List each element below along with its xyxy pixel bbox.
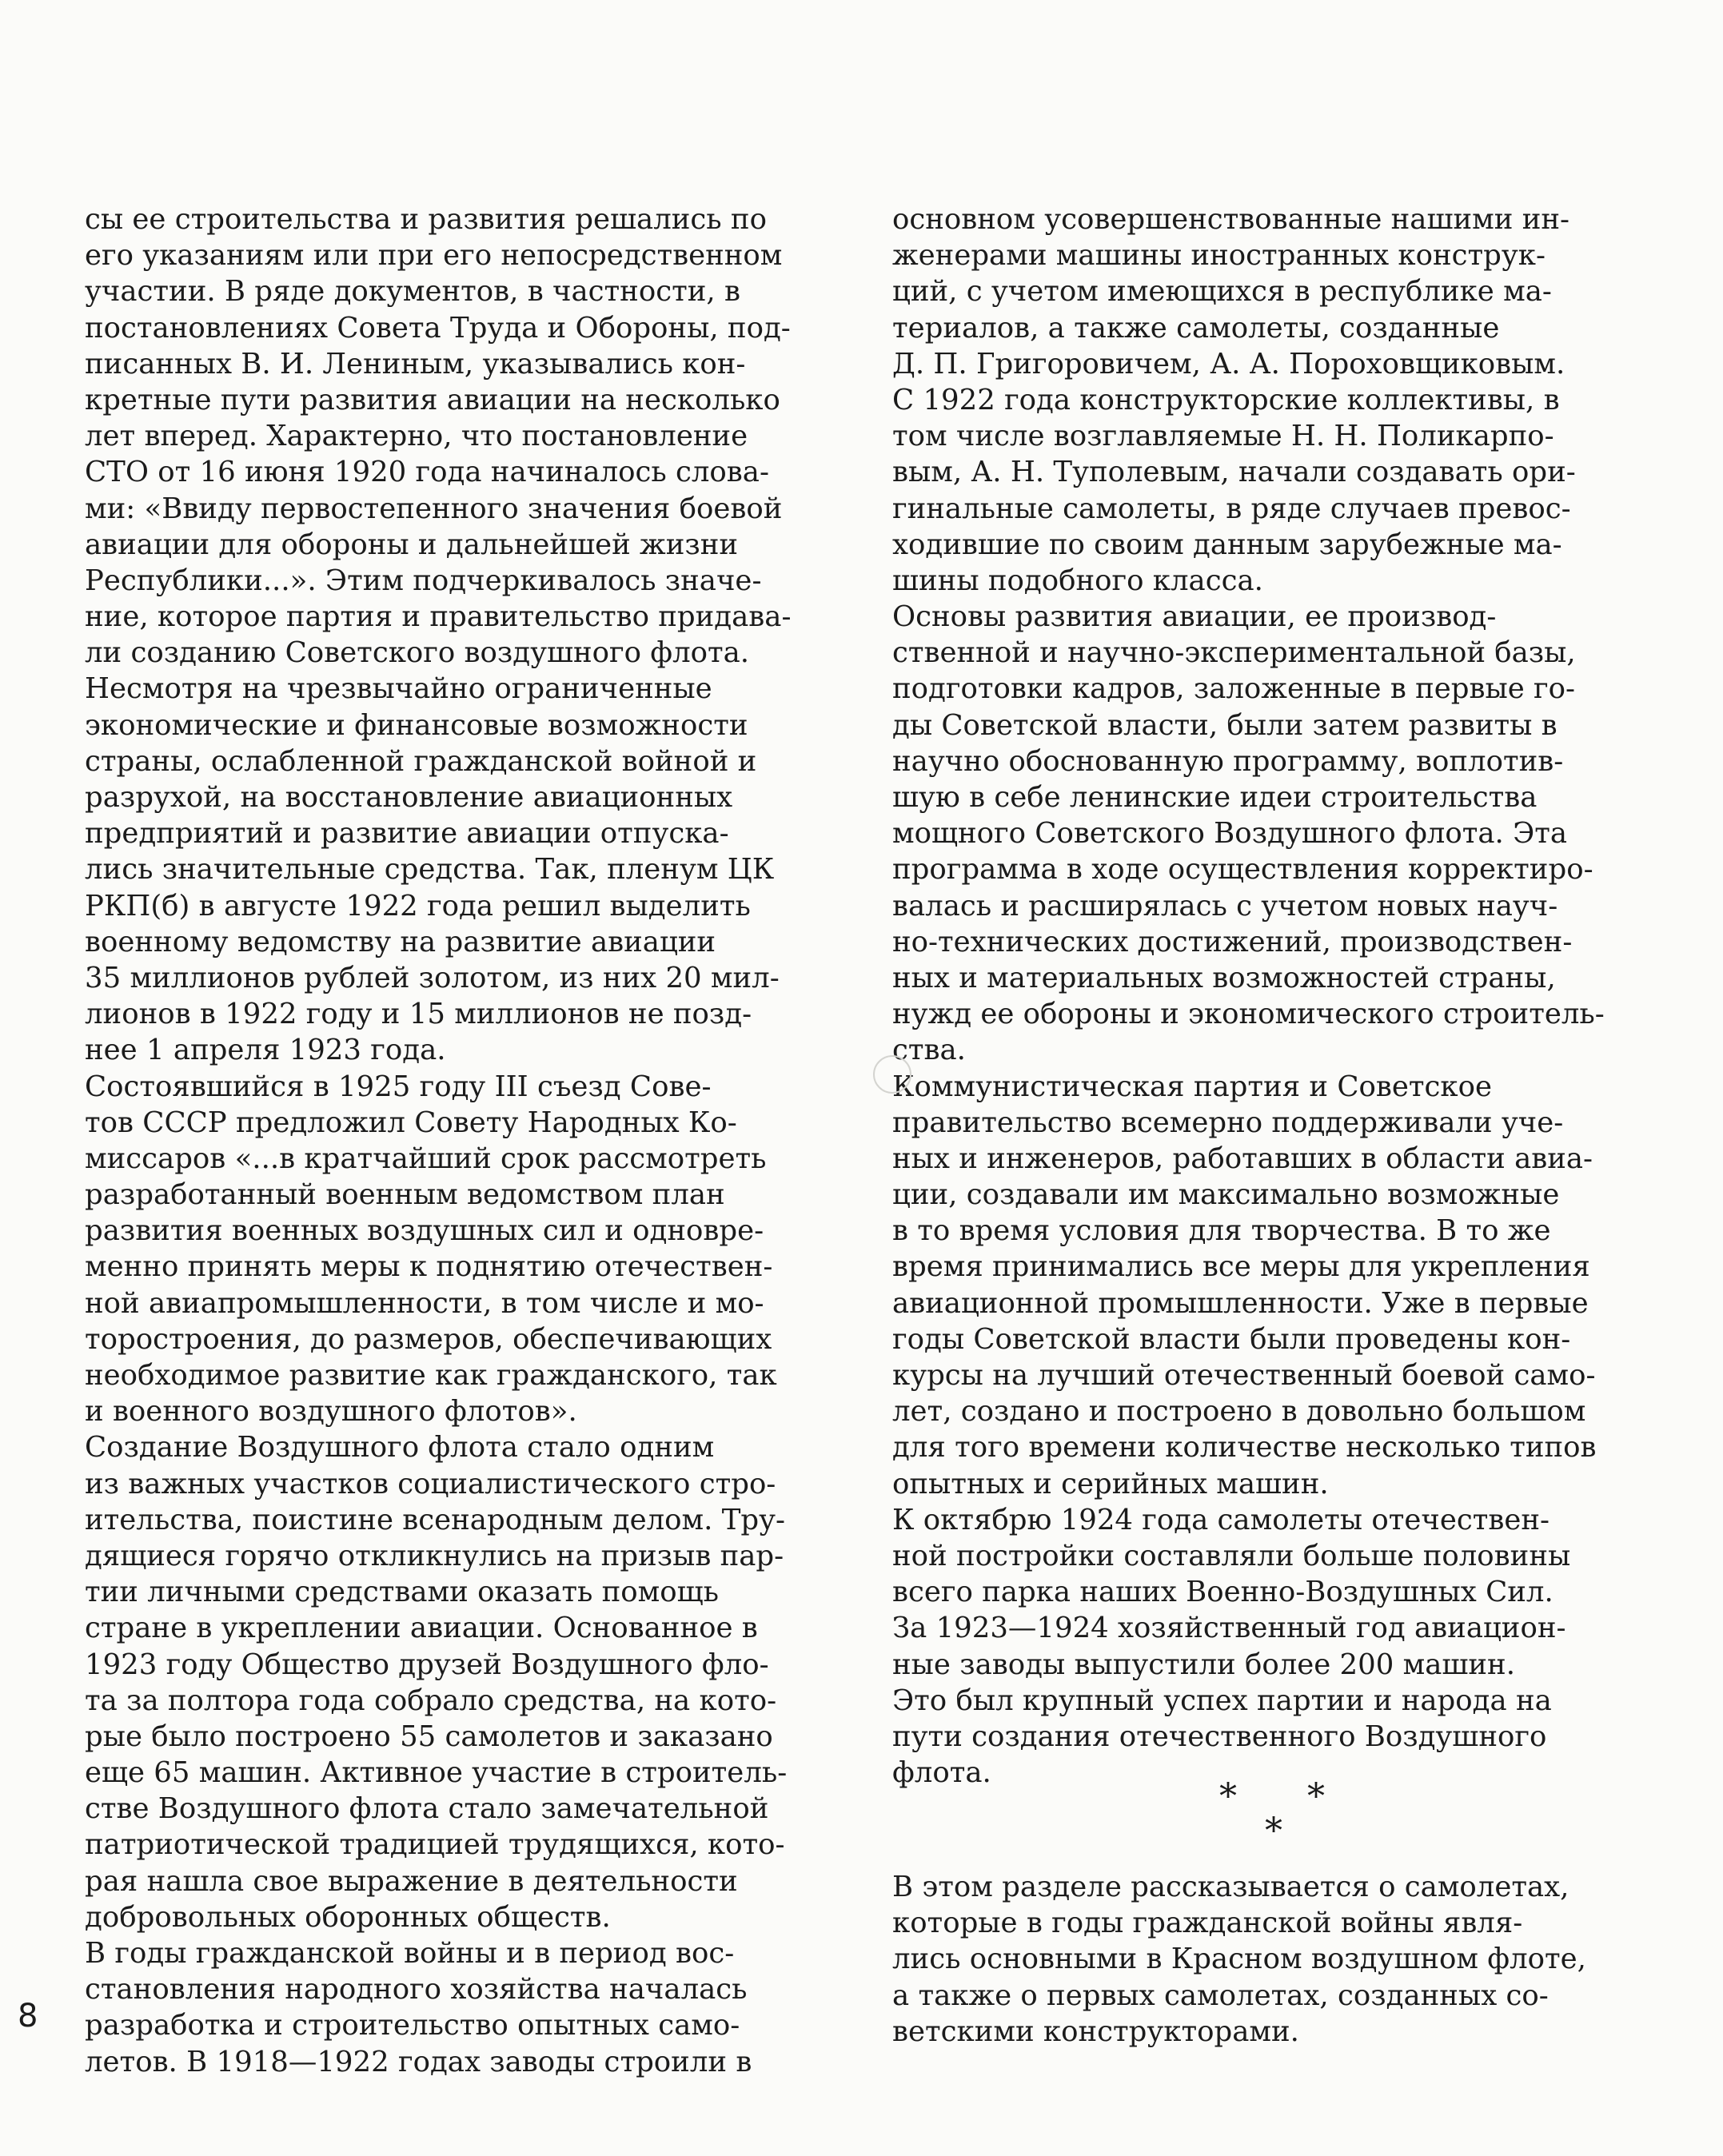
section-intro-line: которые в годы гражданской войны явля- [892,1907,1523,1940]
left-column-line: разрухой, на восстановление авиационных [85,781,733,814]
left-column-line: ние, которое партия и правительство придава- [85,600,792,634]
right-column-line: Это был крупный успех партии и народа на [892,1684,1552,1717]
left-column-line: Состоявшийся в 1925 году III съезд Сове- [85,1070,712,1103]
right-column-line: опытных и серийных машин. [892,1467,1329,1500]
left-column-line: и военного воздушного флотов». [85,1395,577,1429]
left-column-line: СТО от 16 июня 1920 года начиналось слова- [85,456,769,489]
right-column-line: ственной и научно-экспериментальной базы, [892,636,1576,670]
right-column-line: ных и материальных возможностей страны, [892,961,1556,994]
left-column-line: рая нашла свое выражение в деятельности [85,1864,738,1898]
left-column-line: дящиеся горячо откликнулись на призыв пар- [85,1539,784,1572]
left-column-line: необходимое развитие как гражданского, так [85,1359,777,1392]
right-column-line: Д. П. Григоровичем, А. А. Пороховщиковым. [892,347,1565,381]
section-intro-line: В этом разделе рассказывается о самолетах, [892,1871,1569,1903]
left-column-line: лись значительные средства. Так, пленум ЦК [85,853,775,887]
asterisk: * [1219,1776,1237,1817]
right-column-line: ды Советской власти, были затем развиты в [892,708,1557,742]
right-column-line: годы Советской власти были проведены кон- [892,1322,1571,1356]
left-column-line: из важных участков социалистического стро- [85,1467,776,1500]
right-column-line: нужд ее обороны и экономического строитель- [892,998,1605,1031]
section-intro-line: а также о первых самолетах, созданных со- [892,1979,1549,2012]
right-column-line: научно обоснованную программу, воплотив- [892,744,1564,778]
right-column-line: ные заводы выпустили более 200 машин. [892,1648,1515,1681]
right-column-line: К октябрю 1924 года самолеты отечествен- [892,1503,1550,1536]
left-column-line: та за полтора года собрало средства, на кото- [85,1684,777,1717]
right-column-line: ходившие по своим данным зарубежные ма- [892,528,1562,561]
left-column [85,201,852,2080]
right-column-line: ства. [892,1034,966,1067]
section-intro [892,1869,1668,2050]
right-column-line: лет, создано и построено в довольно большом [892,1395,1586,1429]
left-column-line: торостроения, до размеров, обеспечивающих [85,1322,772,1356]
left-column-line: кретные пути развития авиации на несколько [85,383,780,416]
right-column-line: шую в себе ленинские идеи строительства [892,781,1538,814]
right-column-line: для того времени количестве несколько типов [892,1431,1597,1465]
left-column-line: авиации для обороны и дальнейшей жизни [85,528,739,561]
right-column-line: С 1922 года конструкторские коллективы, в [892,383,1560,416]
right-column-line: подготовки кадров, заложенные в первые го- [892,672,1576,706]
right-column-line: валась и расширялась с учетом новых науч- [892,889,1558,923]
right-column-line: но-технических достижений, производствен- [892,925,1573,958]
right-column-line: Основы развития авиации, ее производ- [892,600,1497,634]
right-column-line: ных и инженеров, работавших в области авиа- [892,1142,1593,1175]
left-column-line: В годы гражданской войны и в период вос- [85,1937,735,1970]
left-column-line: страны, ослабленной гражданской войной и [85,744,757,778]
left-column-line: разработка и строительство опытных само- [85,2009,740,2042]
left-column-line: становления народного хозяйства началась [85,1973,748,2007]
left-column-line: ительства, поистине всенародным делом. Тру- [85,1503,785,1536]
left-column-line: 35 миллионов рублей золотом, из них 20 мил- [85,961,780,994]
right-column-line: авиационной промышленности. Уже в первые [892,1286,1589,1320]
right-column-line: флота. [892,1756,991,1790]
scan-ring-mark [873,1055,911,1094]
left-column-line: Создание Воздушного флота стало одним [85,1431,715,1465]
right-column-line: пути создания отечественного Воздушного [892,1720,1547,1753]
right-column-line: в то время условия для творчества. В то же [892,1214,1551,1248]
left-column-line: лет вперед. Характерно, что постановление [85,420,748,453]
right-column-line: териалов, а также самолеты, созданные [892,311,1500,345]
right-column-line: шины подобного класса. [892,564,1263,597]
right-column-line: ций, с учетом имеющихся в республике ма- [892,275,1552,309]
left-column-line: разработанный военным ведомством план [85,1178,725,1212]
left-column-line: ми: «Ввиду первостепенного значения боевой [85,492,783,525]
right-column-line: гинальные самолеты, в ряде случаев превос- [892,492,1571,525]
left-column-line: военному ведомству на развитие авиации [85,925,716,958]
left-column-line: тии личными средствами оказать помощь [85,1576,719,1609]
right-column-line: женерами машины иностранных конструк- [892,239,1546,273]
left-column-line: рые было построено 55 самолетов и заказано [85,1720,773,1753]
left-column-line: лионов в 1922 году и 15 миллионов не позд- [85,998,752,1031]
left-column-line: ной авиапромышленности, в том числе и мо- [85,1286,764,1320]
left-column-line: 1923 году Общество друзей Воздушного фло- [85,1648,769,1681]
right-column-line: ной постройки составляли больше половины [892,1539,1571,1572]
right-column [892,201,1668,1791]
left-column-line: постановлениях Совета Труда и Обороны, под- [85,311,791,345]
section-intro-line: ветскими конструкторами. [892,2015,1299,2048]
page-number: 8 [18,1998,38,2034]
left-column-line: предприятий и развитие авиации отпуска- [85,817,729,851]
right-column-line: основном усовершенствованные нашими ин- [892,203,1570,236]
section-intro-line: лись основными в Красном воздушном флоте, [892,1943,1586,1976]
left-column-line: писанных В. И. Лениным, указывались кон- [85,347,746,381]
left-column-line: стране в укреплении авиации. Основанное в [85,1612,758,1645]
left-column-line: летов. В 1918—1922 годах заводы строили в [85,2045,752,2078]
left-column-line: Республики...». Этим подчеркивалось значе- [85,564,762,597]
left-column-line: патриотической традицией трудящихся, кото- [85,1828,785,1862]
left-column-line: РКП(б) в августе 1922 года решил выделить [85,889,751,923]
left-column-line: его указаниям или при его непосредственном [85,239,783,273]
right-column-line: вым, А. Н. Туполевым, начали создавать ори- [892,456,1576,489]
right-column-line: правительство всемерно поддерживали уче- [892,1106,1564,1139]
left-column-line: еще 65 машин. Активное участие в строитель- [85,1756,788,1790]
left-column-line: экономические и финансовые возможности [85,708,748,742]
asterisk: * [1265,1811,1282,1851]
left-column-line: сы ее строительства и развития решались по [85,203,767,236]
left-column-line: стве Воздушного флота стало замечательной [85,1792,769,1826]
left-column-line: добровольных оборонных обществ. [85,1900,611,1934]
left-column-line: менно принять меры к поднятию отечествен- [85,1250,773,1284]
right-column-line: программа в ходе осуществления корректиро- [892,853,1593,887]
right-column-line: мощного Советского Воздушного флота. Эта [892,817,1568,851]
right-column-line: За 1923—1924 хозяйственный год авиацион- [892,1612,1566,1645]
right-column-line: всего парка наших Военно-Воздушных Сил. [892,1576,1553,1609]
right-column-line: том числе возглавляемые Н. Н. Поликарпо- [892,420,1554,453]
left-column-line: нее 1 апреля 1923 года. [85,1034,446,1067]
left-column-line: тов СССР предложил Совету Народных Ко- [85,1106,737,1139]
right-column-line: время принимались все меры для укрепления [892,1250,1590,1284]
left-column-line: развития военных воздушных сил и одновре- [85,1214,764,1248]
left-column-line: ли созданию Советского воздушного флота. [85,636,750,670]
asterisk: * [1307,1776,1325,1817]
right-column-line: курсы на лучший отечественный боевой само- [892,1359,1596,1392]
right-column-line: Коммунистическая партия и Советское [892,1070,1492,1103]
right-column-line: ции, создавали им максимально возможные [892,1178,1560,1212]
left-column-line: миссаров «...в кратчайший срок рассмотреть [85,1142,767,1175]
left-column-line: Несмотря на чрезвычайно ограниченные [85,672,712,706]
left-column-line: участии. В ряде документов, в частности, в [85,275,740,309]
